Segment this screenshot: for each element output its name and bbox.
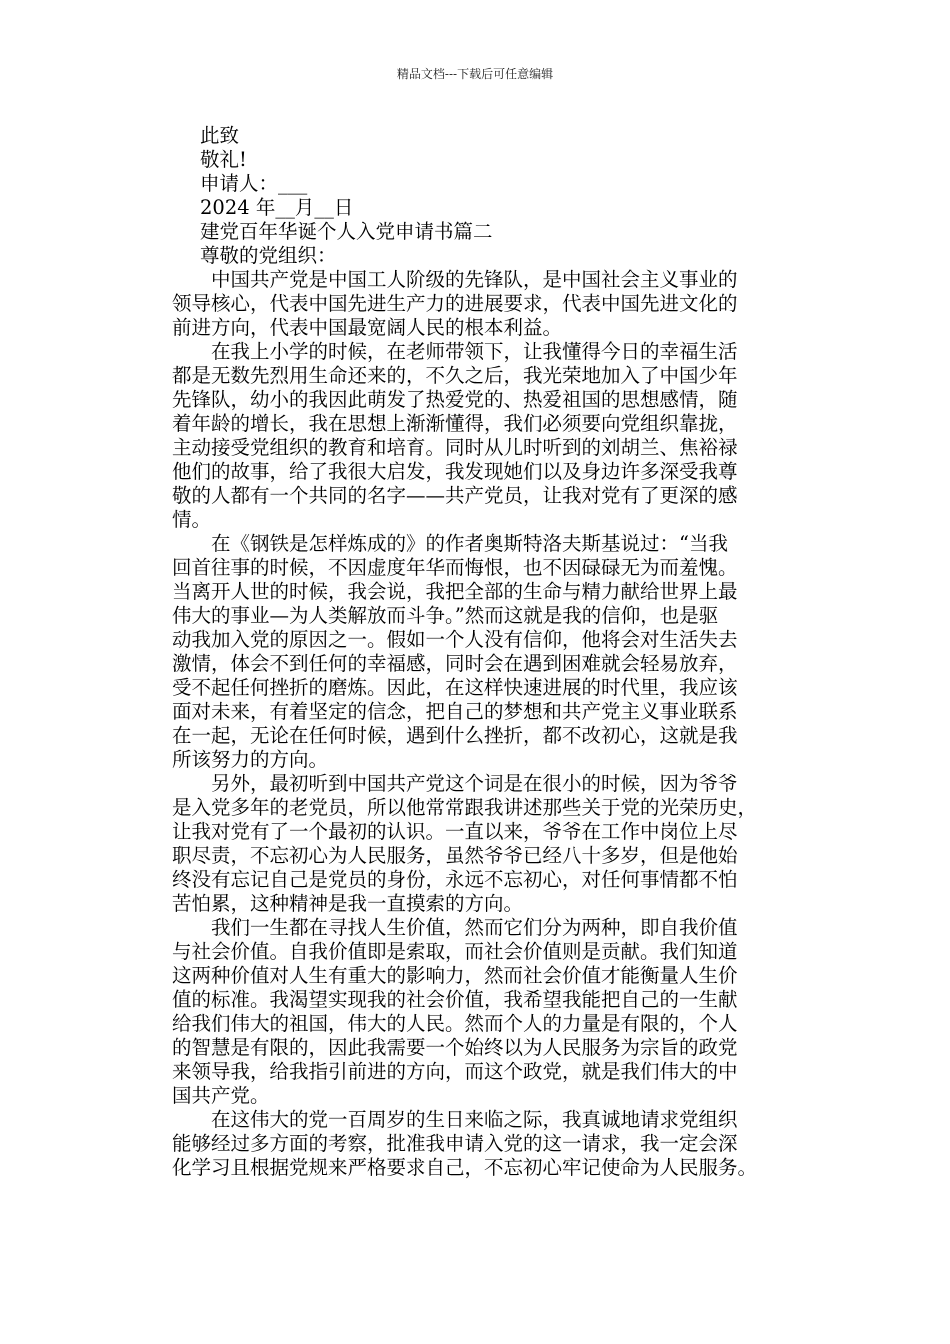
text-line: 所该努力的方向。	[172, 748, 329, 771]
text-line: 敬的人都有一个共同的名字——共产党员，让我对党有了更深的感	[172, 484, 738, 507]
text-line: 职尽责，不忘初心为人民服务，虽然爷爷已经八十多岁，但是他始	[172, 844, 738, 867]
text-line: 在一起，无论在任何时候，遇到什么挫折，都不改初心，这就是我	[172, 724, 738, 747]
text-line: 我们一生都在寻找人生价值，然而它们分为两种，即自我价值	[172, 916, 738, 939]
text-line: 主动接受党组织的教育和培育。同时从儿时听到的刘胡兰、焦裕禄	[172, 436, 738, 459]
text-line: 这两种价值对人生有重大的影响力，然而社会价值才能衡量人生价	[172, 964, 738, 987]
document-body	[172, 124, 812, 1180]
text-line: 来领导我，给我指引前进的方向，而这个政党，就是我们伟大的中	[172, 1060, 738, 1083]
text-line: 在《钢铁是怎样炼成的》的作者奥斯特洛夫斯基说过：“当我	[172, 532, 728, 555]
text-line: 回首往事的时候，不因虚度年华而悔恨，也不因碌碌无为而羞愧。	[172, 556, 738, 579]
text-line: 动我加入党的原因之一。假如一个人没有信仰，他将会对生活失去	[172, 628, 738, 651]
text-line: 伟大的事业—为人类解放而斗争。”然而这就是我的信仰，也是驱	[172, 604, 719, 627]
text-line: 受不起任何挫折的磨炼。因此，在这样快速进展的时代里，我应该	[172, 676, 738, 699]
closing-respect: 敬礼!	[200, 148, 247, 171]
text-line: 是入党多年的老党员，所以他常常跟我讲述那些关于党的光荣历史，	[172, 796, 758, 819]
text-line: 化学习且根据党规来严格要求自己，不忘初心牢记使命为人民服务。	[172, 1156, 758, 1179]
text-line: 情。	[172, 508, 212, 531]
text-line: 领导核心，代表中国先进生产力的进展要求，代表中国先进文化的	[172, 292, 738, 315]
text-line: 让我对党有了一个最初的认识。一直以来，爷爷在工作中岗位上尽	[172, 820, 738, 843]
text-line: 能够经过多方面的考察，批准我申请入党的这一请求，我一定会深	[172, 1132, 738, 1155]
text-line: 国共产党。	[172, 1084, 270, 1107]
text-line: 与社会价值。自我价值即是索取，而社会价值则是贡献。我们知道	[172, 940, 738, 963]
text-line: 在我上小学的时候，在老师带领下，让我懂得今日的幸福生活	[172, 340, 738, 363]
text-line: 面对未来，有着坚定的信念，把自己的梦想和共产党主义事业联系	[172, 700, 738, 723]
text-line: 都是无数先烈用生命还来的，不久之后，我光荣地加入了中国少年	[172, 364, 738, 387]
text-line: 当离开人世的时候，我会说，我把全部的生命与精力献给世界上最	[172, 580, 738, 603]
text-line: 的智慧是有限的，因此我需要一个始终以为人民服务为宗旨的政党	[172, 1036, 738, 1059]
text-line: 着年龄的增长，我在思想上渐渐懂得，我们必须要向党组织靠拢，	[172, 412, 738, 435]
page-header: 精品文档---下载后可任意编辑	[396, 67, 554, 81]
closing-salutation: 此致	[200, 124, 240, 147]
text-line: 给我们伟大的祖国，伟大的人民。然而个人的力量是有限的，个人	[172, 1012, 738, 1035]
greeting: 尊敬的党组织：	[200, 244, 337, 267]
text-line: 先锋队，幼小的我因此萌发了热爱党的、热爱祖国的思想感情，随	[172, 388, 738, 411]
text-line: 另外，最初听到中国共产党这个词是在很小的时候，因为爷爷	[172, 772, 738, 795]
text-line: 前进方向，代表中国最宽阔人民的根本利益。	[172, 316, 563, 339]
applicant-signature-line: 申请人：___	[200, 172, 308, 195]
text-line: 他们的故事，给了我很大启发，我发现她们以及身边许多深受我尊	[172, 460, 738, 483]
date-line: 2024 年__月__日	[200, 196, 354, 219]
text-line: 在这伟大的党一百周岁的生日来临之际，我真诚地请求党组织	[172, 1108, 738, 1131]
text-line: 苦怕累，这种精神是我一直摸索的方向。	[172, 892, 524, 915]
section-title: 建党百年华诞个人入党申请书篇二	[200, 220, 493, 243]
body-text	[172, 268, 812, 1180]
text-line: 值的标准。我渴望实现我的社会价值，我希望我能把自己的一生献	[172, 988, 738, 1011]
text-line: 终没有忘记自己是党员的身份，永远不忘初心，对任何事情都不怕	[172, 868, 738, 891]
text-line: 激情，体会不到任何的幸福感，同时会在遇到困难就会轻易放弃，	[172, 652, 738, 675]
text-line: 中国共产党是中国工人阶级的先锋队，是中国社会主义事业的	[172, 268, 738, 291]
